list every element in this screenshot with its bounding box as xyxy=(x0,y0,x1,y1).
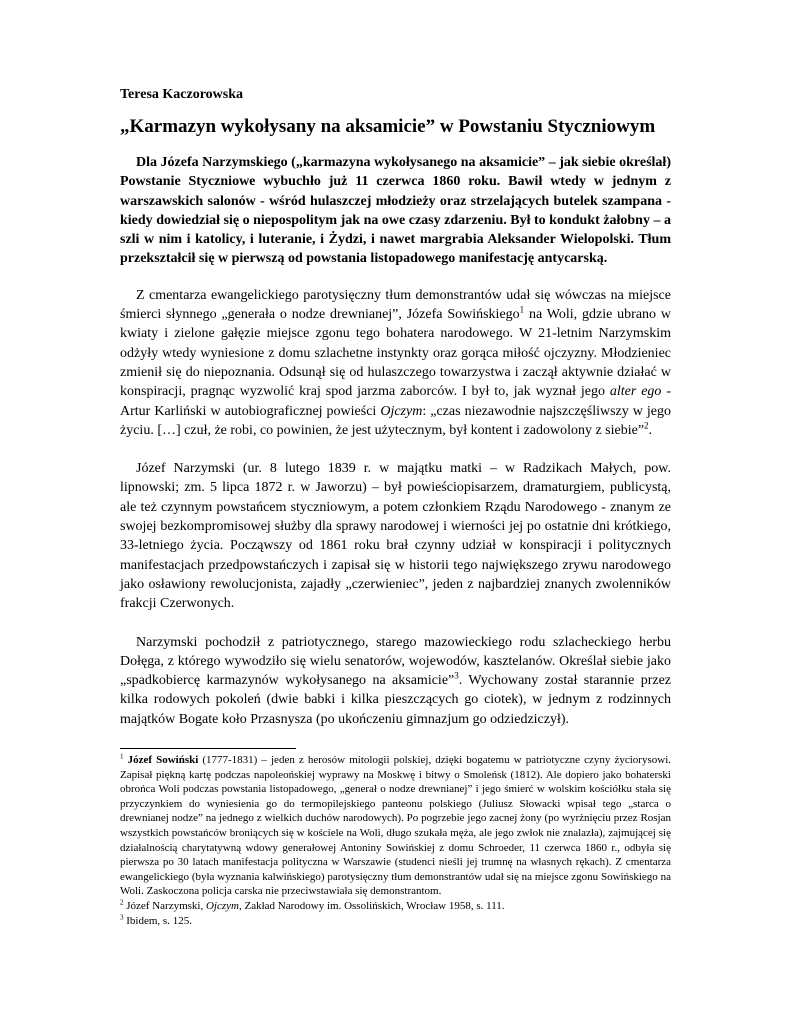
p1-text-a: Z cmentarza ewangelickiego parotysięczny tłum demonstrantów udał się wówczas na miejsce śmierci słynnego „generała o nodze drewnianej”, Józefa Sowińskiego xyxy=(120,287,671,323)
footnote-2-number: 2 xyxy=(120,898,124,907)
p1-text-c: - Artur Karliński w autobiograficznej powieści xyxy=(120,384,671,419)
footnote-1-text: (1777-1831) – jeden z herosów mitologii polskiej, dzięki bogatemu w patriotyczne czyny życiorysowi. Zapisał piękną kartę podczas napoleońskiej wyprawy na Moskwę i bitwy o Smoleńsk (1812). Ale dopiero jako bohaterski obrońca Woli podczas powstania listopadowego, „generał o nodze drewnianej” i jego śmierć w wolskim kościółku stała się przyczynkiem do wyniesienia go do termopilejskiego panteonu polskiego (Juliusz Słowacki wpisał tego „starca o drewnianej nodze” na jednego z wielkich duchów narodowych). Po pogrzebie jego zacnej żony (po wyrżnięciu przez Rosjan wszystkich powstańców broniących się w kościele na Woli, długo szukała męża, ale jego zwłok nie znalazła), zajmującej się działalnością charytatywną wdowy generałowej Antoniny Sowińskiej z domu Schroeder, 11 czerwca 1860 r., odbyła się pierwsza po 30 latach manifestacja polityczna w Warszawie (studenci nieśli jej trumnę na własnych rękach). Z cmentarza ewangelickiego (była wyznania kalwińskiego) parotysięczny tłum demonstrantów udał się na miejsce zgonu Sowińskiego na Woli. Zaskoczona policja carska nie przeciwstawiała się demonstrantom. xyxy=(120,754,672,898)
footnote-ref-3[interactable]: 3 xyxy=(454,670,459,681)
p3-text-b: . Wychowany został starannie przez kilka rodowych pokoleń (dwie babki i kilka pieszczących go ciotek), w jednym z rodzinnych majątków Bogate koło Przasnysza (po ukończeniu gimnazjum go odziedziczył). xyxy=(120,673,671,727)
p1-italic-ojczym: Ojczym xyxy=(380,403,423,419)
p1-text-d: : „czas niezawodnie najszczęśliwszy w jego życiu. […] czuł, że robi, co powinien, że jest użytecznym, był kontent i zadowolony z siebie” xyxy=(120,403,671,438)
p1-text-e: . xyxy=(648,422,653,438)
footnote-ref-2[interactable]: 2 xyxy=(644,420,649,431)
document-page xyxy=(120,86,671,928)
footnote-2 xyxy=(120,899,671,914)
footnote-1-number: 1 xyxy=(120,752,124,761)
footnote-3-text: Ibidem, s. 125. xyxy=(123,914,192,927)
p1-text-b: na Woli, gdzie ubrano w kwiaty i zielone gałęzie miejsce zgonu tego bohatera narodowego. W 21-letnim Narzymskim odżyły wtedy wyniesione z domu szlachetne instynkty oraz gorąca miłość ojczyzny. Młodzieniec zmienił się do niepoznania. Odsunął się od hulaszczego towarzystwa i zaczął aktywnie działać w konspiracji, pragnąc wyzwolić kraj spod jarzma zaborców. I był to, jak wyznał jego xyxy=(120,307,671,400)
body-paragraph-3 xyxy=(120,633,671,729)
lead-paragraph: Dla Józefa Narzymskiego („karmazyna wykołysanego na aksamicie” – jak siebie określał) Powstanie Styczniowe wybuchło już 11 czerwca 1860 roku. Bawił wtedy w jednym z warszawskich salonów - wśród hulaszczej młodzieży oraz strzelających butelek szampana - kiedy dowiedział się o niepospolitym jak na owe czasy zdarzeniu. Był to kondukt żałobny – a szli w nim i katolicy, i luteranie, i Żydzi, i nawet margrabia Aleksander Wielopolski. Tłum przekształcił się w pierwszą od powstania listopadowego manifestację antycarską. xyxy=(120,155,671,267)
footnote-3 xyxy=(120,914,671,929)
p3-text-a: Narzymski pochodził z patriotycznego, starego mazowieckiego rodu szlacheckiego herbu Dołęga, z którego wywodziło się wielu senatorów, wojewodów, kasztelanów. Określał siebie jako „spadkobiercę karmazynów wykołysanego na aksamicie” xyxy=(120,634,671,689)
footnote-2-text-b: , Zakład Narodowy im. Ossolińskich, Wrocław 1958, s. 111. xyxy=(238,899,505,912)
footnote-2-text-a: Józef Narzymski, xyxy=(123,899,206,912)
footnote-2-italic: Ojczym xyxy=(205,899,239,912)
footnotes xyxy=(120,753,671,928)
body-paragraph-1 xyxy=(120,286,671,440)
footnote-ref-1[interactable]: 1 xyxy=(519,304,525,315)
footnote-1 xyxy=(120,753,671,899)
footnote-1-bold: Józef Sowiński xyxy=(127,754,199,767)
author-name: Teresa Kaczorowska xyxy=(120,87,244,102)
article-title: „Karmazyn wykołysany na aksamicie” w Powstaniu Styczniowym xyxy=(120,116,656,137)
body-paragraph-2: Józef Narzymski (ur. 8 lutego 1839 r. w majątku matki – w Radzikach Małych, pow. lipnowski; zm. 5 lipca 1872 r. w Jaworzu) – był powieściopisarzem, dramaturgiem, publicystą, ale też czynnym powstańcem styczniowym, a potem członkiem Rządu Narodowego - znanym ze swojej bezkompromisowej służby dla sprawy narodowej i wierności jej po ostatnie dni krótkiego, 33-letniego życia. Począwszy od 1861 roku brał czynny udział w konspiracji i politycznych manifestacjach przedpowstańczych i zapisał się w historii tego największego zrywu narodowego jako osławiony rewolucjonista, zajadły „czerwieniec”, jeden z najbardziej znanych zwolenników frakcji Czerwonych. xyxy=(120,461,671,612)
footnote-separator xyxy=(120,748,296,749)
p1-italic-alter-ego: alter ego xyxy=(609,384,662,400)
footnote-3-number: 3 xyxy=(120,912,124,921)
